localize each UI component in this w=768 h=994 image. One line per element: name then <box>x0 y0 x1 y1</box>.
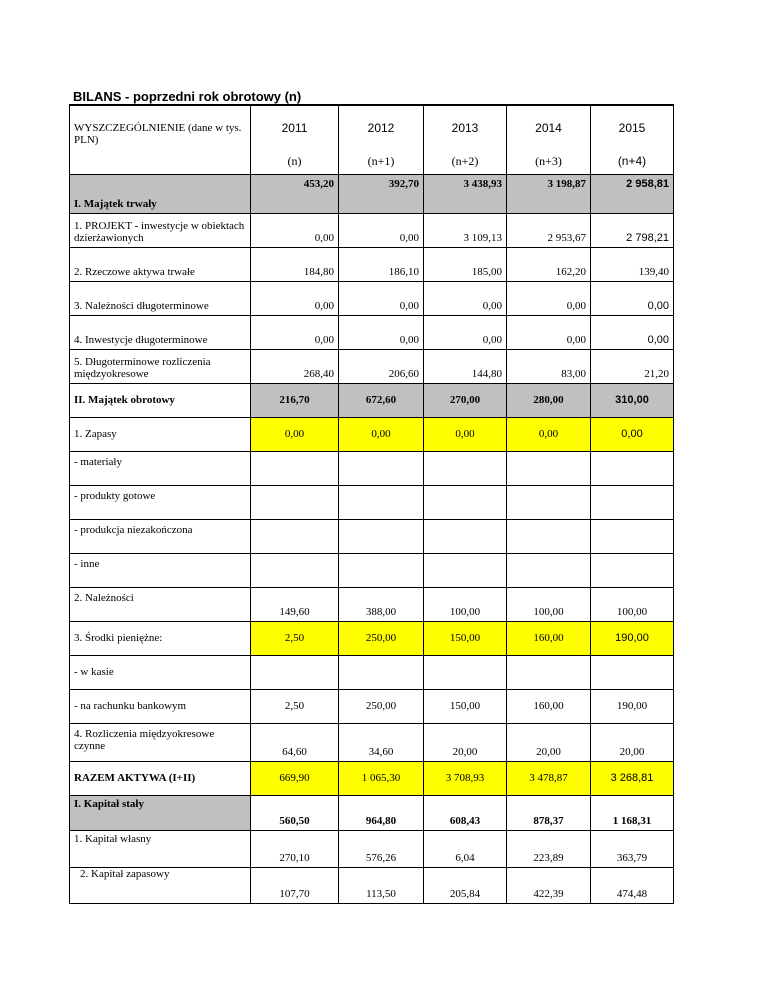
table-row: - produkcja niezakończona <box>70 519 674 553</box>
table-row: - inne <box>70 553 674 587</box>
balance-sheet-table <box>69 104 674 904</box>
year-2012: 2012 <box>339 105 424 149</box>
table-row: - produkty gotowe <box>70 485 674 519</box>
table-row: - w kasie <box>70 655 674 689</box>
table-row: 1. Zapasy 0,00 0,00 0,00 0,00 0,00 <box>70 417 674 451</box>
year-2015: 2015 <box>591 105 674 149</box>
table-row: I. Kapitał stały 560,50 964,80 608,43 878,37 1 168,31 <box>70 795 674 830</box>
table-row: I. Majątek trwały 453,20 392,70 3 438,93 3 198,87 2 958,81 <box>70 174 674 213</box>
table-row: 3. Należności długoterminowe 0,00 0,00 0,00 0,00 0,00 <box>70 281 674 315</box>
offset-n2: (n+2) <box>424 149 507 174</box>
offset-n1: (n+1) <box>339 149 424 174</box>
offset-n3: (n+3) <box>507 149 591 174</box>
table-row: 2. Rzeczowe aktywa trwałe 184,80 186,10 185,00 162,20 139,40 <box>70 247 674 281</box>
header-row-offsets <box>70 149 674 174</box>
header-label: WYSZCZEGÓLNIENIE (dane w tys. PLN) <box>70 105 251 149</box>
table-row: 2. Należności 149,60 388,00 100,00 100,00 100,00 <box>70 587 674 621</box>
table-row: 1. Kapitał własny 270,10 576,26 6,04 223,89 363,79 <box>70 830 674 867</box>
table-row: 1. PROJEKT - inwestycje w obiektach dzierżawionych 0,00 0,00 3 109,13 2 953,67 2 798,21 <box>70 213 674 247</box>
table-row: - na rachunku bankowym 2,50 250,00 150,00 160,00 190,00 <box>70 689 674 723</box>
table-row: 5. Długoterminowe rozliczenia międzyokresowe 268,40 206,60 144,80 83,00 21,20 <box>70 349 674 383</box>
year-2014: 2014 <box>507 105 591 149</box>
table-row: 4. Inwestycje długoterminowe 0,00 0,00 0,00 0,00 0,00 <box>70 315 674 349</box>
table-row: 2. Kapitał zapasowy 107,70 113,50 205,84 422,39 474,48 <box>70 867 674 903</box>
offset-n: (n) <box>251 149 339 174</box>
table-row: RAZEM AKTYWA (I+II) 669,90 1 065,30 3 708,93 3 478,87 3 268,81 <box>70 761 674 795</box>
table-row: 3. Środki pieniężne: 2,50 250,00 150,00 160,00 190,00 <box>70 621 674 655</box>
table-row: II. Majątek obrotowy 216,70 672,60 270,00 280,00 310,00 <box>70 383 674 417</box>
offset-n4: (n+4) <box>591 149 674 174</box>
page-title: BILANS - poprzedni rok obrotowy (n) <box>73 89 302 104</box>
header-row-years <box>70 105 674 149</box>
table-row: 4. Rozliczenia międzyokresowe czynne 64,60 34,60 20,00 20,00 20,00 <box>70 723 674 761</box>
year-2013: 2013 <box>424 105 507 149</box>
year-2011: 2011 <box>251 105 339 149</box>
table-row: - materiały <box>70 451 674 485</box>
